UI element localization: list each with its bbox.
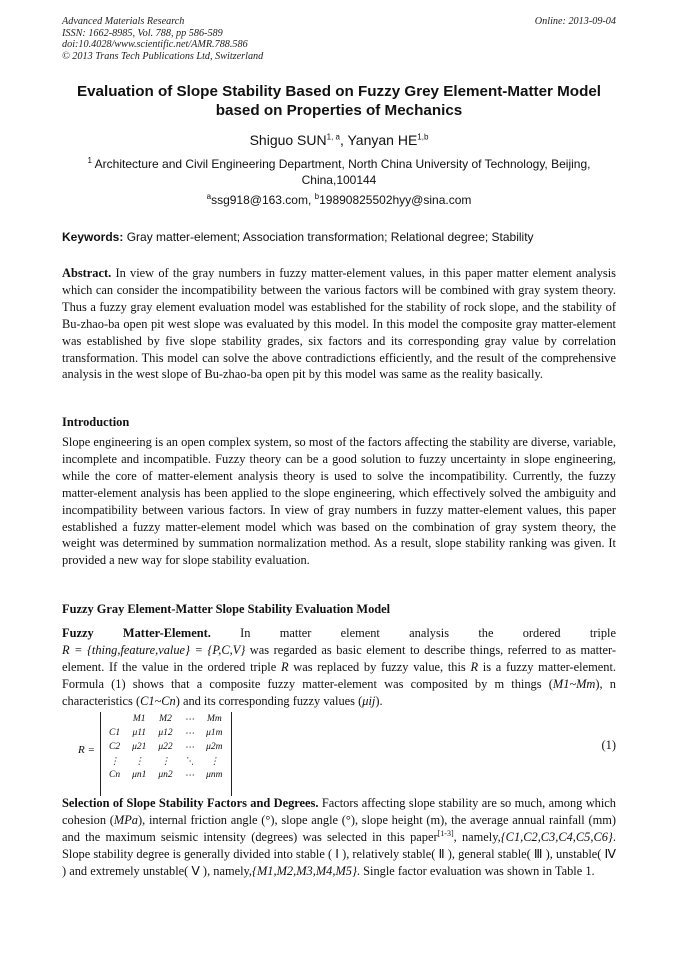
selection-text-2: ), internal friction angle (°), slope angle (°), slope height (m), the average annual rainfall (mm) and the maximum seismic intensity (degrees) was selected in this paper bbox=[62, 812, 616, 844]
email-a-sup: a bbox=[206, 192, 212, 201]
matrix-cell bbox=[103, 782, 126, 796]
fme-text-5: ), n characteristics ( bbox=[62, 676, 616, 708]
fuzzy-matter-element-paragraph bbox=[62, 625, 616, 710]
matrix-cell: ⋯ bbox=[184, 770, 195, 781]
journal-doi: doi:10.4028/www.scientific.net/AMR.788.586 bbox=[62, 39, 248, 50]
author-1: Shiguo SUN bbox=[249, 132, 327, 148]
matrix-cell: ⋯ bbox=[184, 742, 195, 753]
keywords-label: Keywords: bbox=[62, 230, 124, 244]
matrix-header-cell: ⋯ bbox=[184, 714, 195, 725]
formula-matrix bbox=[100, 712, 232, 796]
email-b[interactable]: 19890825502hyy@sina.com bbox=[319, 193, 472, 207]
matrix-cell bbox=[179, 782, 201, 796]
email-b-sup: b bbox=[314, 192, 320, 201]
matrix-cell: C2 bbox=[109, 742, 121, 752]
abstract-label: Abstract. bbox=[62, 266, 112, 280]
selection-text-5: . Single factor evaluation was shown in Table 1. bbox=[356, 863, 595, 878]
matrix-cell: μ2m bbox=[206, 742, 223, 752]
matrix-cell bbox=[152, 782, 178, 796]
introduction-text: Slope engineering is an open complex system, so most of the factors affecting the stability are diverse, variable, incomplete and incompatible. Fuzzy theory can be a good solution to fuzzy uncertainty in slope engineering, while the core of matter-element analysis theory is used to solve the incompatibility. Currently, the fuzzy matter-element analysis has been applied to the slope engineering, which effectively solved the ambiguity and incompatibility between various factors. In view of gray numbers in fuzzy matter-element values, this paper established a fuzzy matter-element model which was based on the combination of gray system theory, the weight was determined by summation normalization method. As a result, slope stability ranking was given. It provided a new way for slope stability evaluation. bbox=[62, 435, 616, 568]
characteristics-range: C1~Cn bbox=[140, 693, 176, 708]
section-heading: Fuzzy Gray Element-Matter Slope Stability Evaluation Model bbox=[62, 602, 391, 616]
degree-set: {M1,M2,M3,M4,M5} bbox=[252, 863, 357, 878]
things-range: M1~Mm bbox=[552, 676, 596, 691]
matrix-row bbox=[103, 726, 229, 740]
author-separator: , bbox=[339, 132, 348, 148]
fme-text-7: ). bbox=[375, 693, 383, 708]
formula-number: (1) bbox=[601, 738, 616, 752]
title-line-2: based on Properties of Mechanics bbox=[215, 102, 463, 119]
abstract-text: In view of the gray numbers in fuzzy matter-element values, in this paper matter element analysis which can consider the incompatibility between the various factors will be combined with gray system theory. Thus a fuzzy gray element evaluation model was established for the stability of rock slope, and the stability of Bu-zhao-ba open pit west slope was evaluated by this model. In this model the composite gray matter-element was established by five slope stability grades, six factors and its corresponding gray value by correlation transformation. This model can solve the above contradictions efficiently, and the result of the comprehensive analysis in the west slope of Bu-zhao-ba open pit by this model was same as the reality basically. bbox=[62, 266, 616, 382]
matrix-cell: μnm bbox=[206, 770, 223, 780]
factor-set: {C1,C2,C3,C4,C5,C6} bbox=[500, 829, 613, 844]
matrix-cell: ⋱ bbox=[184, 756, 195, 767]
matrix-header-row bbox=[103, 712, 229, 726]
fme-text-1: In matter element analysis the ordered triple bbox=[240, 626, 616, 640]
matrix-header-cell: M1 bbox=[132, 714, 146, 724]
keywords bbox=[62, 230, 616, 244]
authors bbox=[50, 132, 628, 148]
matrix-cell: μ22 bbox=[158, 742, 173, 752]
matrix-cell: μ1m bbox=[206, 728, 223, 738]
author-2-sup: 1,b bbox=[417, 132, 429, 142]
keywords-text: Gray matter-element; Association transformation; Relational degree; Stability bbox=[123, 230, 534, 244]
reference-citation[interactable]: [1-3] bbox=[437, 828, 454, 838]
online-date: Online: 2013-09-04 bbox=[534, 16, 616, 27]
matrix-cell: ⋮ bbox=[209, 756, 220, 767]
title-line-1: Evaluation of Slope Stability Based on Fuzzy Grey Element-Matter Model bbox=[76, 83, 602, 100]
fme-text-2: was regarded as basic element to describe things, referred to as matter-element. If the value in the ordered triple bbox=[62, 642, 616, 674]
formula-lhs: R = bbox=[78, 744, 95, 756]
matrix-row bbox=[103, 782, 229, 796]
matrix-table bbox=[103, 712, 229, 796]
unit-mpa: MPa bbox=[113, 812, 138, 827]
journal-issn: ISSN: 1662-8985, Vol. 788, pp 586-589 bbox=[62, 27, 223, 39]
journal-header bbox=[62, 16, 263, 62]
symbol-r: R bbox=[280, 659, 289, 674]
affiliation-line-1: Architecture and Civil Engineering Department, North China University of Technology, Beijing, bbox=[94, 157, 591, 171]
matrix-cell: μ11 bbox=[132, 728, 147, 738]
matrix-row bbox=[103, 768, 229, 782]
paper-title bbox=[50, 82, 628, 120]
fuzzy-value-symbol: μij bbox=[362, 693, 376, 708]
matrix-cell: C1 bbox=[109, 728, 121, 738]
selection-text-4: . Slope stability degree is generally divided into stable ( Ⅰ ), relatively stable( Ⅱ ), general stable( Ⅲ ), unstable( Ⅳ ) and extremely unstable( Ⅴ ), namely, bbox=[62, 829, 616, 878]
abstract bbox=[62, 265, 616, 383]
fme-text-4: is a fuzzy matter-element. Formula (1) shows that a composite fuzzy matter-element was composited by m things ( bbox=[62, 659, 616, 691]
matrix-cell: ⋯ bbox=[184, 728, 195, 739]
fme-text-6: ) and its corresponding fuzzy values ( bbox=[175, 693, 363, 708]
email-a[interactable]: ssg918@163.com, bbox=[211, 193, 315, 207]
matrix-header-cell: Mm bbox=[206, 714, 222, 724]
journal-copyright: © 2013 Trans Tech Publications Ltd, Switzerland bbox=[62, 50, 264, 62]
matrix-cell: ⋮ bbox=[134, 756, 144, 767]
introduction-heading: Introduction bbox=[62, 415, 130, 429]
selection-text-1: Factors affecting slope stability are so much, among which cohesion ( bbox=[62, 796, 616, 827]
matrix-cell: μn2 bbox=[158, 770, 173, 780]
selection-paragraph bbox=[62, 795, 616, 880]
matrix-cell: μ12 bbox=[158, 728, 173, 738]
affiliation-sup: 1 bbox=[87, 156, 92, 165]
matrix-cell bbox=[200, 782, 228, 796]
affiliation bbox=[62, 156, 616, 188]
matrix-header-cell bbox=[103, 712, 126, 726]
author-1-sup: 1, a bbox=[326, 132, 340, 142]
fme-label: Fuzzy Matter-Element. bbox=[62, 626, 211, 640]
fme-text-3: was replaced by fuzzy value, this bbox=[293, 659, 466, 674]
author-2: Yanyan HE bbox=[347, 132, 418, 148]
matrix-cell: μn1 bbox=[132, 770, 147, 780]
affiliation-line-2: China,100144 bbox=[301, 173, 377, 187]
matrix-cell bbox=[126, 782, 152, 796]
matrix-row bbox=[103, 740, 229, 754]
journal-name: Advanced Materials Research bbox=[62, 16, 185, 27]
matrix-header-cell: M2 bbox=[159, 714, 172, 724]
matrix-cell: Cn bbox=[109, 770, 121, 780]
symbol-r-2: R bbox=[470, 659, 479, 674]
matrix-cell: ⋮ bbox=[109, 756, 120, 767]
matrix-cell: ⋮ bbox=[160, 756, 171, 767]
triple-formula: R = {thing,feature,value} = {P,C,V} bbox=[62, 642, 246, 657]
emails bbox=[62, 192, 616, 208]
selection-text-3: , namely, bbox=[453, 829, 501, 844]
selection-label: Selection of Slope Stability Factors and Degrees. bbox=[62, 796, 319, 810]
matrix-cell: μ21 bbox=[132, 742, 147, 752]
matrix-row bbox=[103, 754, 229, 768]
